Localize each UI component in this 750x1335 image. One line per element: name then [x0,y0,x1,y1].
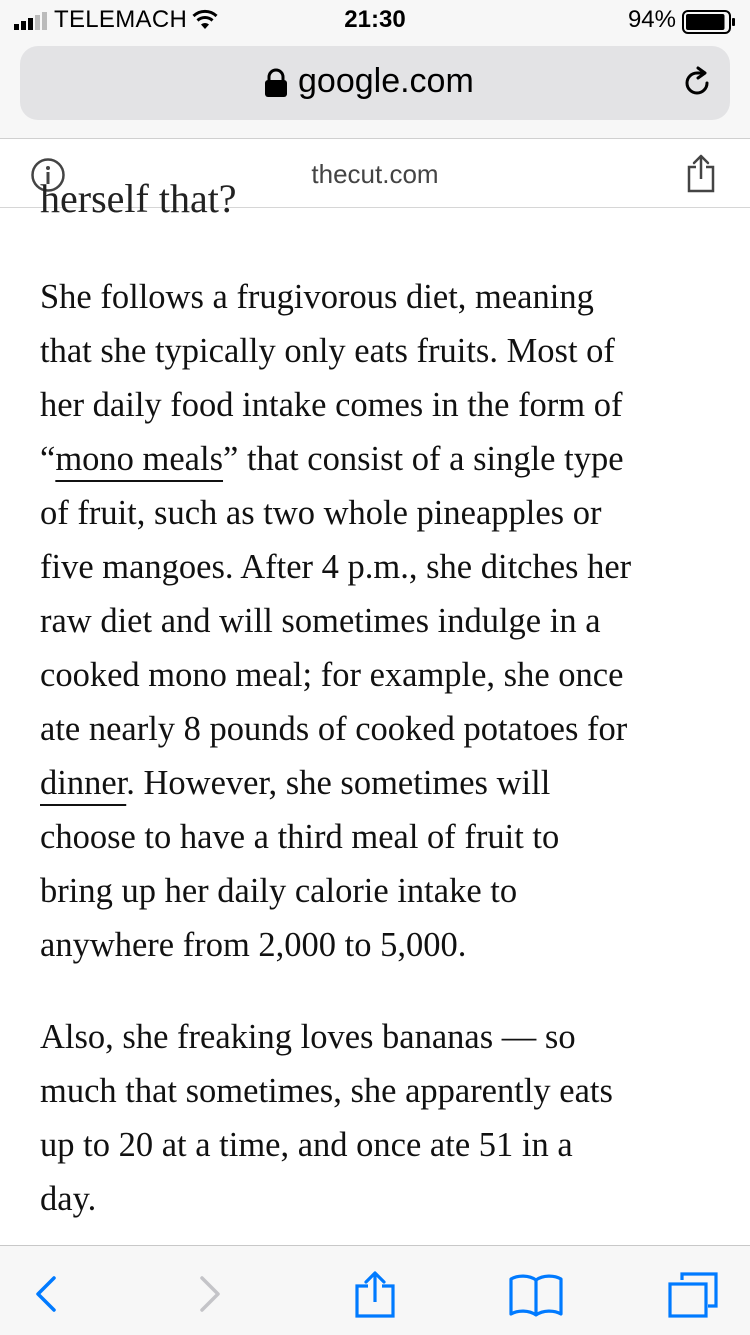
bookmarks-icon[interactable] [508,1270,564,1318]
text-line: five mangoes. After 4 p.m., she ditches her [40,548,632,586]
text-line: day. [40,1180,97,1218]
text-line: She follows a frugivorous diet, meaning [40,278,594,316]
text-line: much that sometimes, she apparently eats [40,1072,613,1110]
text-line: bring up her daily calorie intake to [40,872,518,910]
text-fragment: ” that consist of a single type [223,440,624,478]
dinner-link[interactable]: dinner [40,764,127,802]
clock: 21:30 [344,6,406,33]
article-paragraph [40,1010,720,1226]
text-line [40,756,720,810]
text-line [40,432,720,486]
text-line: Also, she freaking loves bananas — so [40,1018,576,1056]
text-line: up to 20 at a time, and once ate 51 in a [40,1126,573,1164]
back-icon[interactable] [30,1270,60,1318]
article-heading-fragment: herself that? [40,176,237,221]
share-icon[interactable] [686,153,716,193]
share-icon[interactable] [352,1270,398,1318]
battery-percent: 94% [627,6,676,33]
address-bar[interactable] [20,46,730,120]
open-quote: “ [40,440,56,478]
text-line: cooked mono meal; for example, she once [40,656,624,694]
text-fragment: . However, she sometimes will [126,764,551,802]
status-bar [0,0,750,40]
text-line: that she typically only eats fruits. Most of [40,332,615,370]
forward-icon[interactable] [196,1270,226,1318]
text-line: raw diet and will sometimes indulge in a [40,602,601,640]
mono-meals-link[interactable]: mono meals [55,440,224,478]
text-line: choose to have a third meal of fruit to [40,818,560,856]
lock-icon [264,68,288,98]
browser-top-bar [0,40,750,138]
site-domain: thecut.com [311,159,439,189]
text-line: ate nearly 8 pounds of cooked potatoes for [40,710,628,748]
browser-toolbar [0,1245,750,1335]
tabs-icon[interactable] [666,1270,720,1318]
text-line: anywhere from 2,000 to 5,000. [40,926,467,964]
url-text: google.com [298,62,474,100]
article-paragraph [40,270,720,972]
text-line: of fruit, such as two whole pineapples or [40,494,602,532]
reload-icon[interactable] [680,66,714,100]
carrier-name: TELEMACH [54,6,188,33]
text-line: her daily food intake comes in the form of [40,386,623,424]
article-content [0,176,750,1245]
battery-icon [682,10,736,34]
